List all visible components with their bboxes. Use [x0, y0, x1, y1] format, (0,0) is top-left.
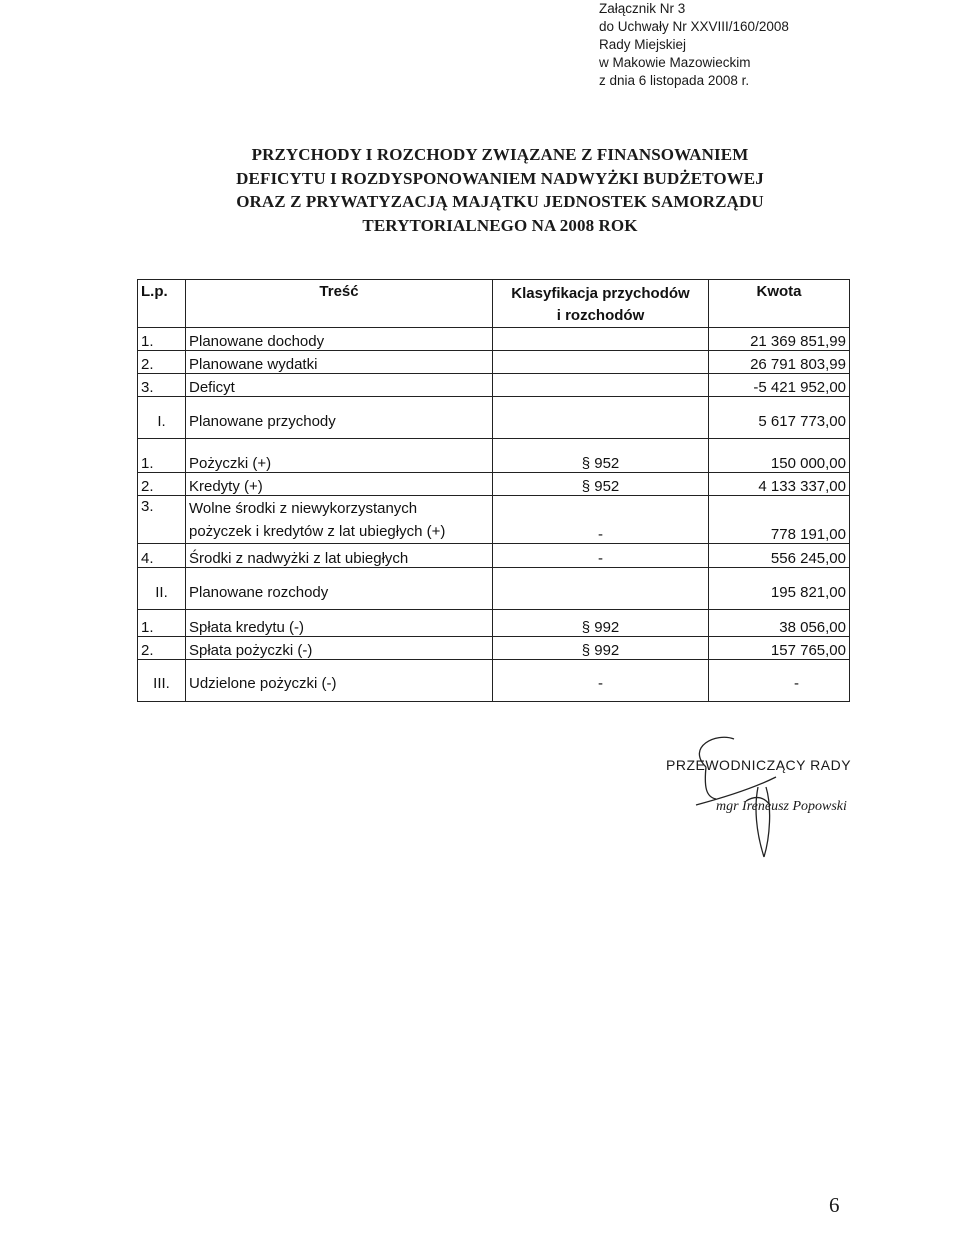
- header-tresc: Treść: [186, 280, 493, 328]
- cell-klasyfikacja: § 952: [493, 439, 709, 473]
- cell-klasyfikacja: [493, 397, 709, 439]
- cell-klasyfikacja: [493, 374, 709, 397]
- cell-klasyfikacja: § 952: [493, 473, 709, 496]
- cell-klasyfikacja: [493, 568, 709, 610]
- cell-klasyfikacja: [493, 328, 709, 351]
- cell-tresc: Pożyczki (+): [186, 439, 493, 473]
- cell-tresc: Planowane rozchody: [186, 568, 493, 610]
- cell-tresc: Udzielone pożyczki (-): [186, 660, 493, 702]
- table-row: [138, 473, 850, 496]
- table-row: [138, 544, 850, 568]
- annex-header: [599, 0, 789, 90]
- table-row: [138, 610, 850, 637]
- cell-lp: 3.: [138, 496, 186, 544]
- page-number: 6: [829, 1193, 840, 1217]
- cell-lp: III.: [138, 660, 186, 702]
- cell-kwota: 157 765,00: [709, 637, 850, 660]
- title-line: TERYTORIALNEGO NA 2008 ROK: [362, 215, 638, 235]
- annex-line: do Uchwały Nr XXVIII/160/2008: [599, 19, 789, 34]
- cell-kwota: 26 791 803,99: [709, 351, 850, 374]
- signature-role: PRZEWODNICZĄCY RADY: [666, 757, 852, 773]
- cell-lp: 2.: [138, 473, 186, 496]
- annex-line: Rady Miejskiej: [599, 37, 687, 52]
- header-lp: L.p.: [138, 280, 186, 328]
- table-row: [138, 328, 850, 351]
- cell-kwota: 21 369 851,99: [709, 328, 850, 351]
- annex-line: z dnia 6 listopada 2008 r.: [599, 73, 750, 88]
- cell-kwota: 4 133 337,00: [709, 473, 850, 496]
- cell-tresc: Spłata kredytu (-): [186, 610, 493, 637]
- cell-tresc-line2: pożyczek i kredytów z lat ubiegłych (+): [189, 523, 446, 540]
- table-row: [138, 374, 850, 397]
- cell-tresc: Planowane dochody: [186, 328, 493, 351]
- cell-lp: I.: [138, 397, 186, 439]
- cell-tresc: Deficyt: [186, 374, 493, 397]
- cell-tresc: Spłata pożyczki (-): [186, 637, 493, 660]
- annex-line: Załącznik Nr 3: [599, 1, 686, 16]
- header-klasyfikacja: [493, 280, 709, 328]
- cell-klasyfikacja: [493, 351, 709, 374]
- table-row: [138, 568, 850, 610]
- cell-tresc-line1: Wolne środki z niewykorzystanych: [189, 500, 418, 517]
- table-row: [138, 397, 850, 439]
- cell-kwota: -: [709, 660, 850, 702]
- cell-kwota: 150 000,00: [709, 439, 850, 473]
- title-line: PRZYCHODY I ROZCHODY ZWIĄZANE Z FINANSOWANIEM: [251, 145, 749, 164]
- cell-lp: II.: [138, 568, 186, 610]
- header-klasyfikacja-line2: i rozchodów: [556, 307, 645, 324]
- table-header-row: [138, 280, 850, 328]
- header-klasyfikacja-line1: Klasyfikacja przychodów: [511, 285, 690, 302]
- table-row: [138, 637, 850, 660]
- cell-lp: 1.: [138, 439, 186, 473]
- table-row: [138, 496, 850, 544]
- cell-tresc: Planowane przychody: [186, 397, 493, 439]
- cell-lp: 3.: [138, 374, 186, 397]
- cell-tresc: Planowane wydatki: [186, 351, 493, 374]
- cell-kwota: 195 821,00: [709, 568, 850, 610]
- signature-scribble: [646, 727, 866, 867]
- document-title: [180, 143, 820, 237]
- cell-kwota: 778 191,00: [709, 496, 850, 544]
- cell-klasyfikacja: -: [493, 544, 709, 568]
- cell-lp: 1.: [138, 610, 186, 637]
- cell-kwota: -5 421 952,00: [709, 374, 850, 397]
- cell-lp: 2.: [138, 351, 186, 374]
- header-kwota: Kwota: [709, 280, 850, 328]
- cell-tresc: Środki z nadwyżki z lat ubiegłych: [186, 544, 493, 568]
- cell-klasyfikacja: § 992: [493, 610, 709, 637]
- annex-line: w Makowie Mazowieckim: [599, 55, 751, 70]
- cell-kwota: 38 056,00: [709, 610, 850, 637]
- cell-lp: 1.: [138, 328, 186, 351]
- table-row: [138, 439, 850, 473]
- cell-kwota: 5 617 773,00: [709, 397, 850, 439]
- table-row: [138, 660, 850, 702]
- cell-klasyfikacja: -: [493, 660, 709, 702]
- cell-klasyfikacja: § 992: [493, 637, 709, 660]
- title-line: DEFICYTU I ROZDYSPONOWANIEM NADWYŻKI BUDŻETOWEJ: [236, 168, 764, 188]
- signature-name: mgr Ireneusz Popowski: [716, 799, 847, 814]
- cell-tresc: [186, 496, 493, 544]
- cell-klasyfikacja: -: [493, 496, 709, 544]
- cell-tresc: Kredyty (+): [186, 473, 493, 496]
- table-row: [138, 351, 850, 374]
- finance-table: [137, 279, 850, 702]
- cell-lp: 2.: [138, 637, 186, 660]
- cell-lp: 4.: [138, 544, 186, 568]
- title-line: ORAZ Z PRYWATYZACJĄ MAJĄTKU JEDNOSTEK SAMORZĄDU: [236, 192, 764, 211]
- cell-kwota: 556 245,00: [709, 544, 850, 568]
